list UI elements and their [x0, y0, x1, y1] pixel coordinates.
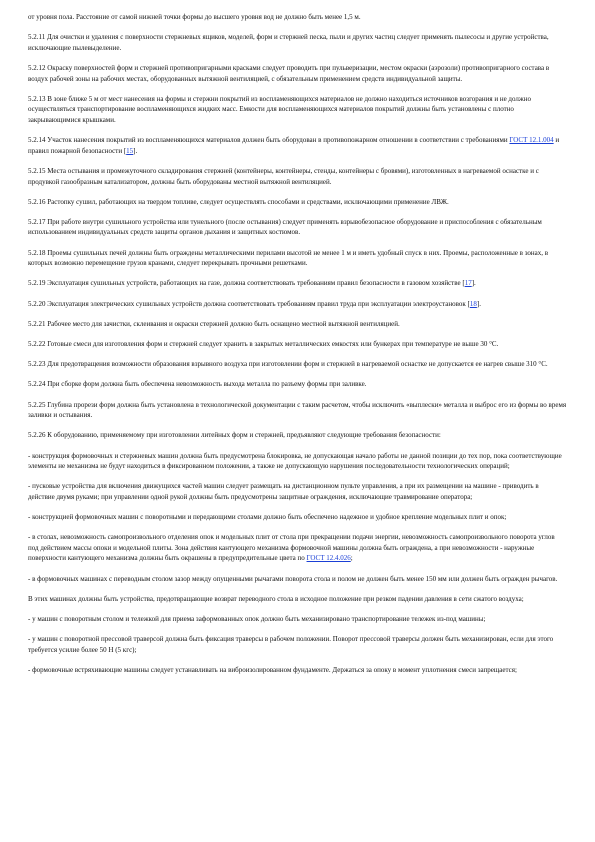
document-page — [28, 12, 567, 685]
paragraph-5-2-16: 5.2.16 Растопку сушил, работающих на твердом топливе, следует осуществлять способами и средствами, исключающими применение ЛВЖ. — [28, 197, 449, 206]
reference-17-link[interactable]: 17 — [464, 279, 472, 288]
paragraph-5-2-15: 5.2.15 Места остывания и промежуточного складирования стержней (контейнеры, контейнеры, стенды, контейнеры с бровями), изготовленных в нагреваемой оснастке и с продувкой газообразным катализатором, должны быть оборудованы местной вытяжной вентиляцией. — [28, 166, 539, 186]
bullet-item: В этих машинах должны быть устройства, предотвращающие возврат переводного стола в исходное положение при резком падении давления в сети сжатого воздуха; — [28, 594, 524, 603]
bullet-item: - у машин с поворотной прессовой траверсой должна быть фиксация траверсы в рабочем положении. Поворот прессовой траверсы должен быть механизирован, если для этого требуется усилие более 50 Н (5 кгс); — [28, 635, 554, 654]
bullet-item: - конструкция формовочных и стержневых машин должна быть предусмотрена блокировка, не допускающая начало работы не данной позиции до тех пор, пока соответствующие элементы не механизма не будут находиться в фиксированном положении, а также не допускающую нарушения последовательности технологических операций; — [28, 451, 562, 471]
paragraph-5-2-26: 5.2.26 К оборудованию, применяемому при изготовлении литейных форм и стержней, предъявляют следующие требования безопасности: — [28, 431, 441, 440]
gost-12-4-026-link[interactable]: ГОСТ 12.4.026 — [306, 554, 351, 563]
paragraph-text: ]. — [471, 279, 476, 288]
paragraph-text: ]. — [476, 299, 481, 308]
paragraph-text: 5.2.14 Участок нанесения покрытий из воспламеняющихся материалов должен быть оборудован в противопожарном отношении в соответствии с требованиями — [28, 136, 510, 145]
paragraph-5-2-13: 5.2.13 В зоне ближе 5 м от мест нанесения на формы и стержни покрытий из воспламеняющихся материалов не должно находиться источников возгорания и не должно осуществляться транспортирование воспламеняющихся жидких масс. Емкости для воспламеняющихся материалов покрытий должны быть установлены с плотно закрывающимися крышками. — [28, 94, 531, 124]
paragraph-text: ]. — [133, 146, 138, 155]
paragraph-5-2-18: 5.2.18 Проемы сушильных печей должны быть ограждены металлическими перилами высотой не менее 1 м и иметь удобный спуск в них. Проемы, расположенные в зонах, в которых возможно перемещение грузов кранами, следует перекрывать прочными решетками. — [28, 248, 549, 268]
paragraph-5-2-21: 5.2.21 Рабочее место для зачистки, склеивания и окраски стержней должно быть оснащено местной вытяжной вентиляцией. — [28, 319, 400, 328]
bullet-item: - у машин с поворотным столом и тележкой для приема заформованных опок должно быть механизировано транспортирование тележек из-под машины; — [28, 615, 486, 624]
bullet-item: - в формовочных машинах с переводным столом зазор между опущенными рычагами поворота стола и полом не должен быть менее 150 мм или должен быть огражден рычагов. — [28, 574, 558, 583]
bullet-text: ; — [350, 554, 353, 563]
paragraph-text: 5.2.20 Эксплуатация электрических сушильных устройств должна соответствовать требованиям правил труда при эксплуатации электроустановок [ — [28, 299, 470, 308]
bullet-item: - конструкцией формовочных машин с поворотными и передающими столами должно быть обеспечено надежное и удобное крепление модельных плит и опок; — [28, 513, 507, 522]
paragraph-5-2-11: 5.2.11 Для очистки и удаления с поверхности стержневых ящиков, моделей, форм и стержней песка, пыли и других частиц следует применять пылесосы и другие устройства, исключающие пылевыделение. — [28, 33, 549, 52]
bullet-item: - формовочные встряхивающие машины следует устанавливать на виброизолированном фундаменте. Держаться за опоку в момент уплотнения смеси запрещается; — [28, 666, 517, 674]
paragraph-text: 5.2.19 Эксплуатация сушильных устройств, работающих на газе, должна соответствовать требованиям правил безопасности в газовом хозяйстве [ — [28, 279, 465, 288]
paragraph-5-2-25: 5.2.25 Глубина прорези форм должна быть установлена в технологической документации с таким расчетом, чтобы исключить «выплески» металла и выброс его из формы во время заливки и остывания. — [28, 400, 567, 420]
paragraph-5-2-17: 5.2.17 При работе внутри сушильного устройства или тунельного (после остывания) следует применять взрывобезопасное оборудование и приспособления с обязательным использованием индивидуальных средств защиты органов дыхания и защитных костюмов. — [28, 217, 542, 237]
paragraph-intro: от уровня пола. Расстояние от самой нижней точки формы до высшего уровня вод не должно быть менее 1,5 м. — [28, 13, 361, 21]
paragraph-5-2-19 — [28, 278, 567, 289]
bullet-item: - пусковые устройства для включения движущихся частей машин следует размещать на дистанционном пульте управления, а при их размещении на машине - приводить в действие двумя руками; при управлении одной рукой должны быть предусмотрены защитные ограждения, исключающие травмирование оператора; — [28, 482, 539, 501]
paragraph-text: и правил пожарной безопасности [ — [28, 136, 560, 155]
paragraph-5-2-22: 5.2.22 Готовые смеси для изготовления форм и стержней следует хранить в закрытых металлических емкостях или бункерах при температуре не выше 30 °С. — [28, 340, 499, 348]
bullet-text: - в столах, невозможность самопроизвольного отделения опок и модельных плит от стола при прекращении подачи энергии, невозможность самопроизвольного поворота углов под действием массы опоки и модельной плиты. Зона действия кантующего механизма формовочной машины должна быть ограждена, а при невозможности - наружные поверхности кантующего механизма должны быть окрашены в предупредительные цвета по — [28, 533, 555, 563]
paragraph-5-2-14 — [28, 135, 567, 156]
paragraph-5-2-12: 5.2.12 Окраску поверхностей форм и стержней противопригарными красками следует проводить при пульверизации, местом окраски (аэрозоли) противопригарного состава в воздух рабочей зоны на рабочих местах, оборудованных вытяжной вентиляцией, с обязательным применением средств индивидуальной защиты. — [28, 63, 550, 83]
gost-12-1-004-link[interactable]: ГОСТ 12.1.004 — [509, 136, 554, 145]
paragraph-5-2-23: 5.2.23 Для предотвращения возможности образования взрывного воздуха при изготовлении форм и стержней в нагреваемой оснастке не допускается ее нагрев свыше 310 °С. — [28, 360, 548, 369]
paragraph-5-2-20 — [28, 299, 567, 310]
reference-18-link[interactable]: 18 — [469, 299, 477, 308]
paragraph-5-2-24: 5.2.24 При сборке форм должна быть обеспечена невозможность выхода металла по разъему формы при заливке. — [28, 380, 367, 389]
bullet-item — [28, 532, 567, 564]
reference-15-link[interactable]: 15 — [126, 146, 134, 155]
